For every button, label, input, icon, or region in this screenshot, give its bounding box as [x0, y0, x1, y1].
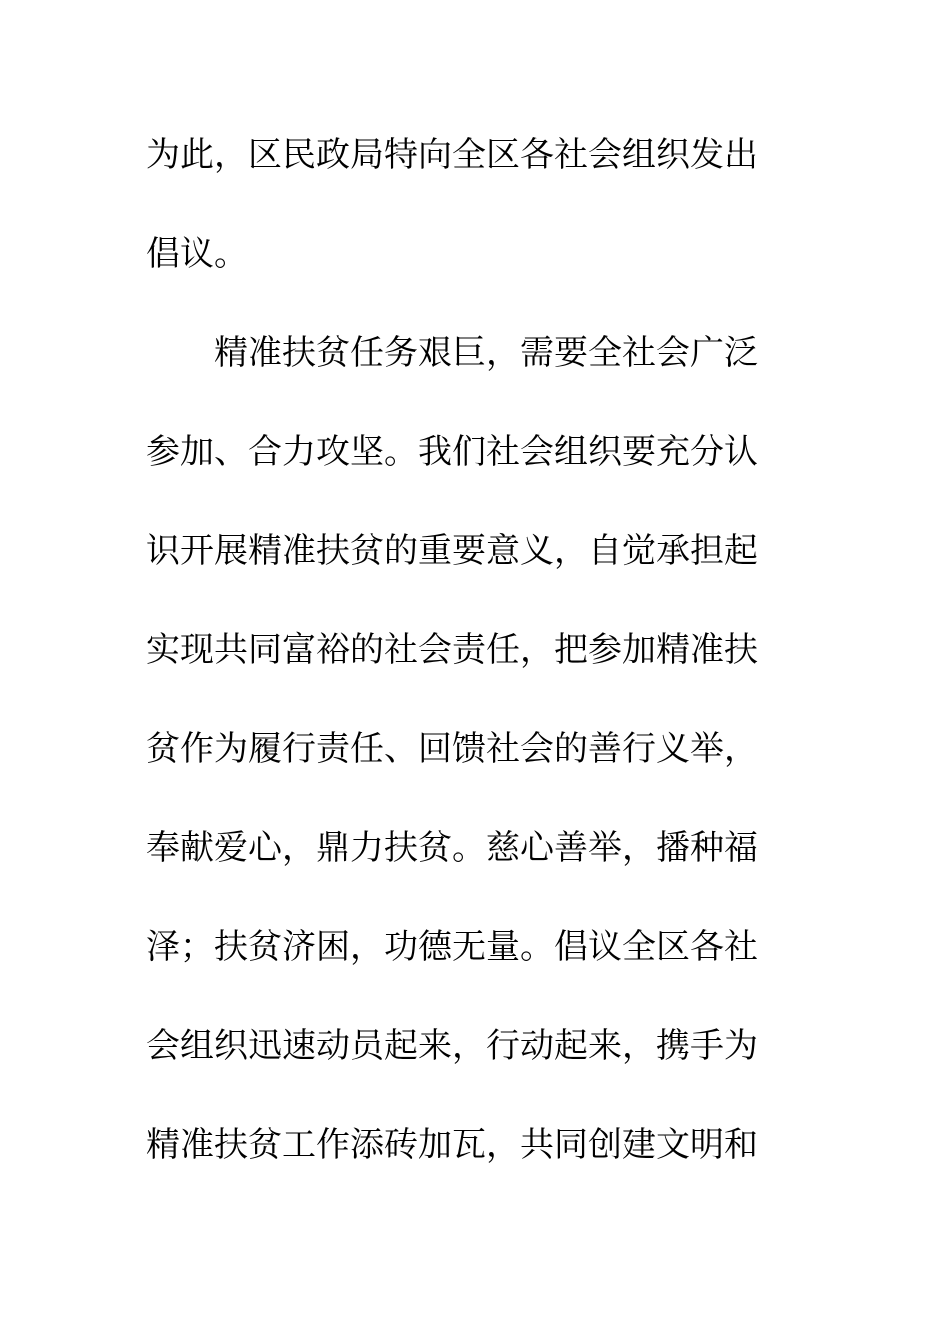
text-line: 识开展精准扶贫的重要意义，自觉承担起 [146, 531, 758, 571]
text-line: 参加、合力攻坚。我们社会组织要充分认 [146, 432, 758, 472]
text-line: 实现共同富裕的社会责任，把参加精准扶 [146, 630, 758, 670]
text-line: 精准扶贫工作添砖加瓦，共同创建文明和 [146, 1125, 758, 1165]
text-line: 为此，区民政局特向全区各社会组织发出 [146, 135, 758, 175]
text-line: 倡议。 [146, 234, 248, 274]
text-line: 会组织迅速动员起来，行动起来，携手为 [146, 1026, 758, 1066]
text-line: 贫作为履行责任、回馈社会的善行义举， [146, 729, 758, 769]
paragraph-start-line: 精准扶贫任务艰巨，需要全社会广泛 [214, 333, 758, 373]
text-line: 奉献爱心，鼎力扶贫。慈心善举，播种福 [146, 828, 758, 868]
body-text [146, 125, 786, 1214]
text-line: 泽；扶贫济困，功德无量。倡议全区各社 [146, 927, 758, 967]
